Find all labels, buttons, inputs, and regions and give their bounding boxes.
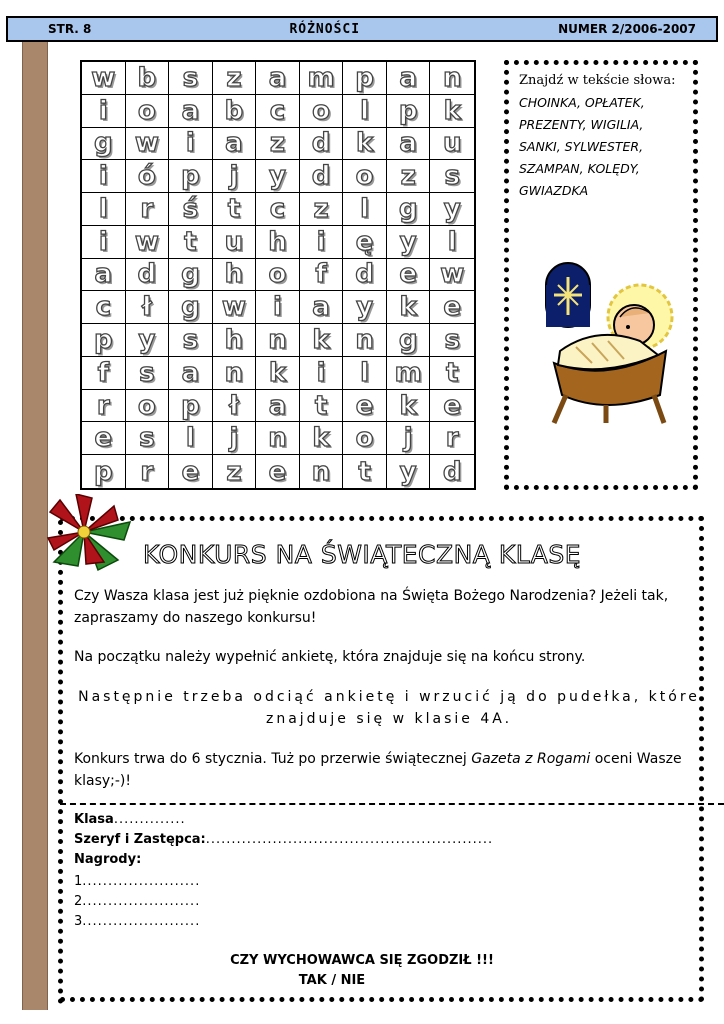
- grid-cell: l: [343, 193, 387, 226]
- grid-cell: p: [82, 324, 126, 357]
- grid-cell: g: [169, 291, 213, 324]
- grid-cell: a: [300, 291, 344, 324]
- grid-cell: k: [387, 390, 431, 423]
- page-header: [6, 16, 718, 42]
- contest-paragraph-2: Na początku należy wypełnić ankietę, która znajduje się na końcu strony.: [74, 649, 586, 665]
- form-prize-3-dots: .......................: [82, 914, 201, 929]
- grid-cell: o: [343, 160, 387, 193]
- grid-cell: h: [213, 259, 257, 292]
- grid-cell: n: [430, 62, 474, 95]
- grid-cell: e: [430, 390, 474, 423]
- form-prize-2-number: 2: [74, 894, 83, 909]
- grid-cell: o: [343, 422, 387, 455]
- grid-cell: a: [169, 95, 213, 128]
- grid-cell: l: [343, 357, 387, 390]
- grid-cell: s: [169, 324, 213, 357]
- form-prize-2-dots: .......................: [82, 894, 201, 909]
- grid-cell: a: [82, 259, 126, 292]
- contest-paragraph-3: Następnie trzeba odciąć ankietę i wrzucić ją do pudełka, które znajduje się w klasie 4A.: [78, 689, 700, 727]
- form-field-szeryf: [74, 830, 493, 850]
- grid-cell: s: [126, 422, 170, 455]
- form-question: CZY WYCHOWAWCA SIĘ ZGODZIŁ !!!: [230, 953, 494, 968]
- grid-cell: e: [430, 291, 474, 324]
- grid-cell: t: [300, 390, 344, 423]
- grid-cell: ł: [213, 390, 257, 423]
- grid-cell: g: [387, 324, 431, 357]
- grid-cell: t: [343, 455, 387, 488]
- page-number: STR. 8: [48, 22, 92, 36]
- grid-cell: p: [343, 62, 387, 95]
- grid-cell: y: [430, 193, 474, 226]
- grid-cell: p: [82, 455, 126, 488]
- grid-cell: p: [169, 390, 213, 423]
- form-prize-1: [74, 872, 200, 892]
- grid-cell: h: [213, 324, 257, 357]
- grid-cell: ę: [343, 226, 387, 259]
- grid-cell: ó: [126, 160, 170, 193]
- grid-cell: l: [343, 95, 387, 128]
- word-list: CHOINKA, OPŁATEK, PREZENTY, WIGILIA, SANKI, SYLWESTER, SZAMPAN, KOLĘDY, GWIAZDKA: [519, 95, 645, 198]
- grid-cell: f: [300, 259, 344, 292]
- grid-cell: s: [430, 324, 474, 357]
- grid-cell: n: [256, 324, 300, 357]
- form-prize-3: [74, 912, 200, 932]
- grid-cell: i: [82, 95, 126, 128]
- grid-cell: r: [82, 390, 126, 423]
- grid-cell: ś: [169, 193, 213, 226]
- grid-cell: e: [82, 422, 126, 455]
- grid-cell: a: [256, 390, 300, 423]
- grid-cell: y: [343, 291, 387, 324]
- newspaper-name: Gazeta z Rogami: [471, 751, 591, 767]
- grid-cell: z: [387, 160, 431, 193]
- grid-cell: i: [169, 128, 213, 161]
- grid-cell: u: [213, 226, 257, 259]
- grid-cell: u: [430, 128, 474, 161]
- section-title: RÓŻNOŚCI: [289, 21, 361, 37]
- wordsearch-grid: [80, 60, 476, 490]
- grid-cell: k: [256, 357, 300, 390]
- grid-cell: d: [442, 456, 462, 487]
- form-szeryf-label: Szeryf i Zastępca:: [74, 832, 206, 847]
- grid-cell: j: [213, 422, 257, 455]
- grid-cell: w: [430, 259, 474, 292]
- grid-cell: z: [256, 128, 300, 161]
- grid-cell: z: [213, 62, 257, 95]
- grid-cell: s: [126, 357, 170, 390]
- grid-cell: m: [300, 62, 344, 95]
- grid-cell: c: [256, 95, 300, 128]
- grid-cell: g: [169, 259, 213, 292]
- grid-cell: i: [82, 226, 126, 259]
- grid-cell: a: [387, 128, 431, 161]
- grid-cell: y: [387, 455, 431, 488]
- grid-cell: k: [343, 128, 387, 161]
- grid-cell: i: [300, 226, 344, 259]
- contest-paragraph-1: Czy Wasza klasa jest już pięknie ozdobiona na Święta Bożego Narodzenia? Jeżeli tak, zapraszamy do naszego konkursu!: [74, 588, 669, 626]
- grid-cell: s: [430, 160, 474, 193]
- issue-number: NUMER 2/2006-2007: [558, 22, 696, 36]
- grid-cell: n: [213, 357, 257, 390]
- grid-cell: w: [126, 226, 170, 259]
- contest-paragraph-4-start: Konkurs trwa do 6 stycznia. Tuż po przerwie świątecznej: [74, 751, 472, 767]
- contest-title: KONKURS NA ŚWIĄTECZNĄ KLASĘ: [142, 540, 582, 569]
- grid-cell: l: [430, 226, 474, 259]
- grid-cell: t: [213, 193, 257, 226]
- form-prize-1-dots: .......................: [82, 874, 201, 889]
- grid-cell: e: [256, 455, 300, 488]
- grid-cell: y: [387, 226, 431, 259]
- grid-cell: r: [430, 422, 474, 455]
- grid-cell: a: [169, 357, 213, 390]
- form-klasa-dots: ..............: [113, 812, 186, 827]
- grid-cell: p: [387, 95, 431, 128]
- form-answer: TAK / NIE: [298, 973, 366, 988]
- grid-cell: n: [343, 324, 387, 357]
- grid-cell: g: [82, 128, 126, 161]
- grid-cell: d: [300, 128, 344, 161]
- grid-cell: l: [169, 422, 213, 455]
- grid-cell: a: [256, 62, 300, 95]
- grid-cell: n: [256, 422, 300, 455]
- grid-cell: o: [126, 390, 170, 423]
- form-prize-2: [74, 892, 200, 912]
- grid-cell: j: [213, 160, 257, 193]
- grid-cell: k: [430, 95, 474, 128]
- grid-cell: w: [213, 291, 257, 324]
- grid-cell: e: [387, 259, 431, 292]
- grid-cell: l: [82, 193, 126, 226]
- grid-cell: g: [387, 193, 431, 226]
- grid-cell: c: [82, 291, 126, 324]
- grid-cell: o: [126, 95, 170, 128]
- grid-cell: k: [300, 324, 344, 357]
- grid-cell: z: [300, 193, 344, 226]
- grid-cell: r: [126, 193, 170, 226]
- grid-cell: b: [126, 62, 170, 95]
- grid-cell: n: [300, 455, 344, 488]
- grid-cell: z: [213, 455, 257, 488]
- grid-cell: f: [82, 357, 126, 390]
- grid-cell: e: [169, 455, 213, 488]
- grid-cell: k: [387, 291, 431, 324]
- grid-cell: i: [300, 357, 344, 390]
- form-nagrody-label: Nagrody:: [74, 852, 142, 867]
- grid-cell: j: [387, 422, 431, 455]
- form-field-klasa: [74, 810, 186, 830]
- grid-cell: o: [256, 259, 300, 292]
- grid-cell: c: [256, 193, 300, 226]
- grid-cell: k: [300, 422, 344, 455]
- grid-cell: e: [343, 390, 387, 423]
- grid-cell: t: [430, 357, 474, 390]
- grid-cell: w: [126, 128, 170, 161]
- grid-cell: d: [300, 160, 344, 193]
- contest-paragraph-4: [74, 748, 694, 792]
- form-prize-1-number: 1: [74, 874, 83, 889]
- grid-cell: a: [213, 128, 257, 161]
- grid-cell: d: [343, 259, 387, 292]
- grid-cell: m: [387, 357, 431, 390]
- grid-cell: y: [256, 160, 300, 193]
- contest-paragraph-4-end: oceni Wasze klasy;-)!: [74, 751, 682, 789]
- grid-cell: y: [126, 324, 170, 357]
- grid-cell: w: [82, 62, 126, 95]
- grid-cell: s: [169, 62, 213, 95]
- grid-cell: t: [169, 226, 213, 259]
- form-prize-3-number: 3: [74, 914, 83, 929]
- grid-cell: d: [126, 259, 170, 292]
- form-szeryf-dots: ........................................................: [205, 832, 494, 847]
- grid-cell: p: [169, 160, 213, 193]
- grid-cell: r: [126, 455, 170, 488]
- grid-cell: a: [387, 62, 431, 95]
- grid-cell: h: [256, 226, 300, 259]
- cut-line: [60, 803, 724, 805]
- grid-cell: i: [82, 160, 126, 193]
- nativity-crib-illustration: [536, 255, 676, 425]
- grid-cell: o: [300, 95, 344, 128]
- grid-cell: ł: [126, 291, 170, 324]
- grid-cell: i: [256, 291, 300, 324]
- grid-cell: b: [213, 95, 257, 128]
- form-klasa-label: Klasa: [74, 812, 114, 827]
- word-list-intro: Znajdź w tekście słowa:: [519, 73, 676, 88]
